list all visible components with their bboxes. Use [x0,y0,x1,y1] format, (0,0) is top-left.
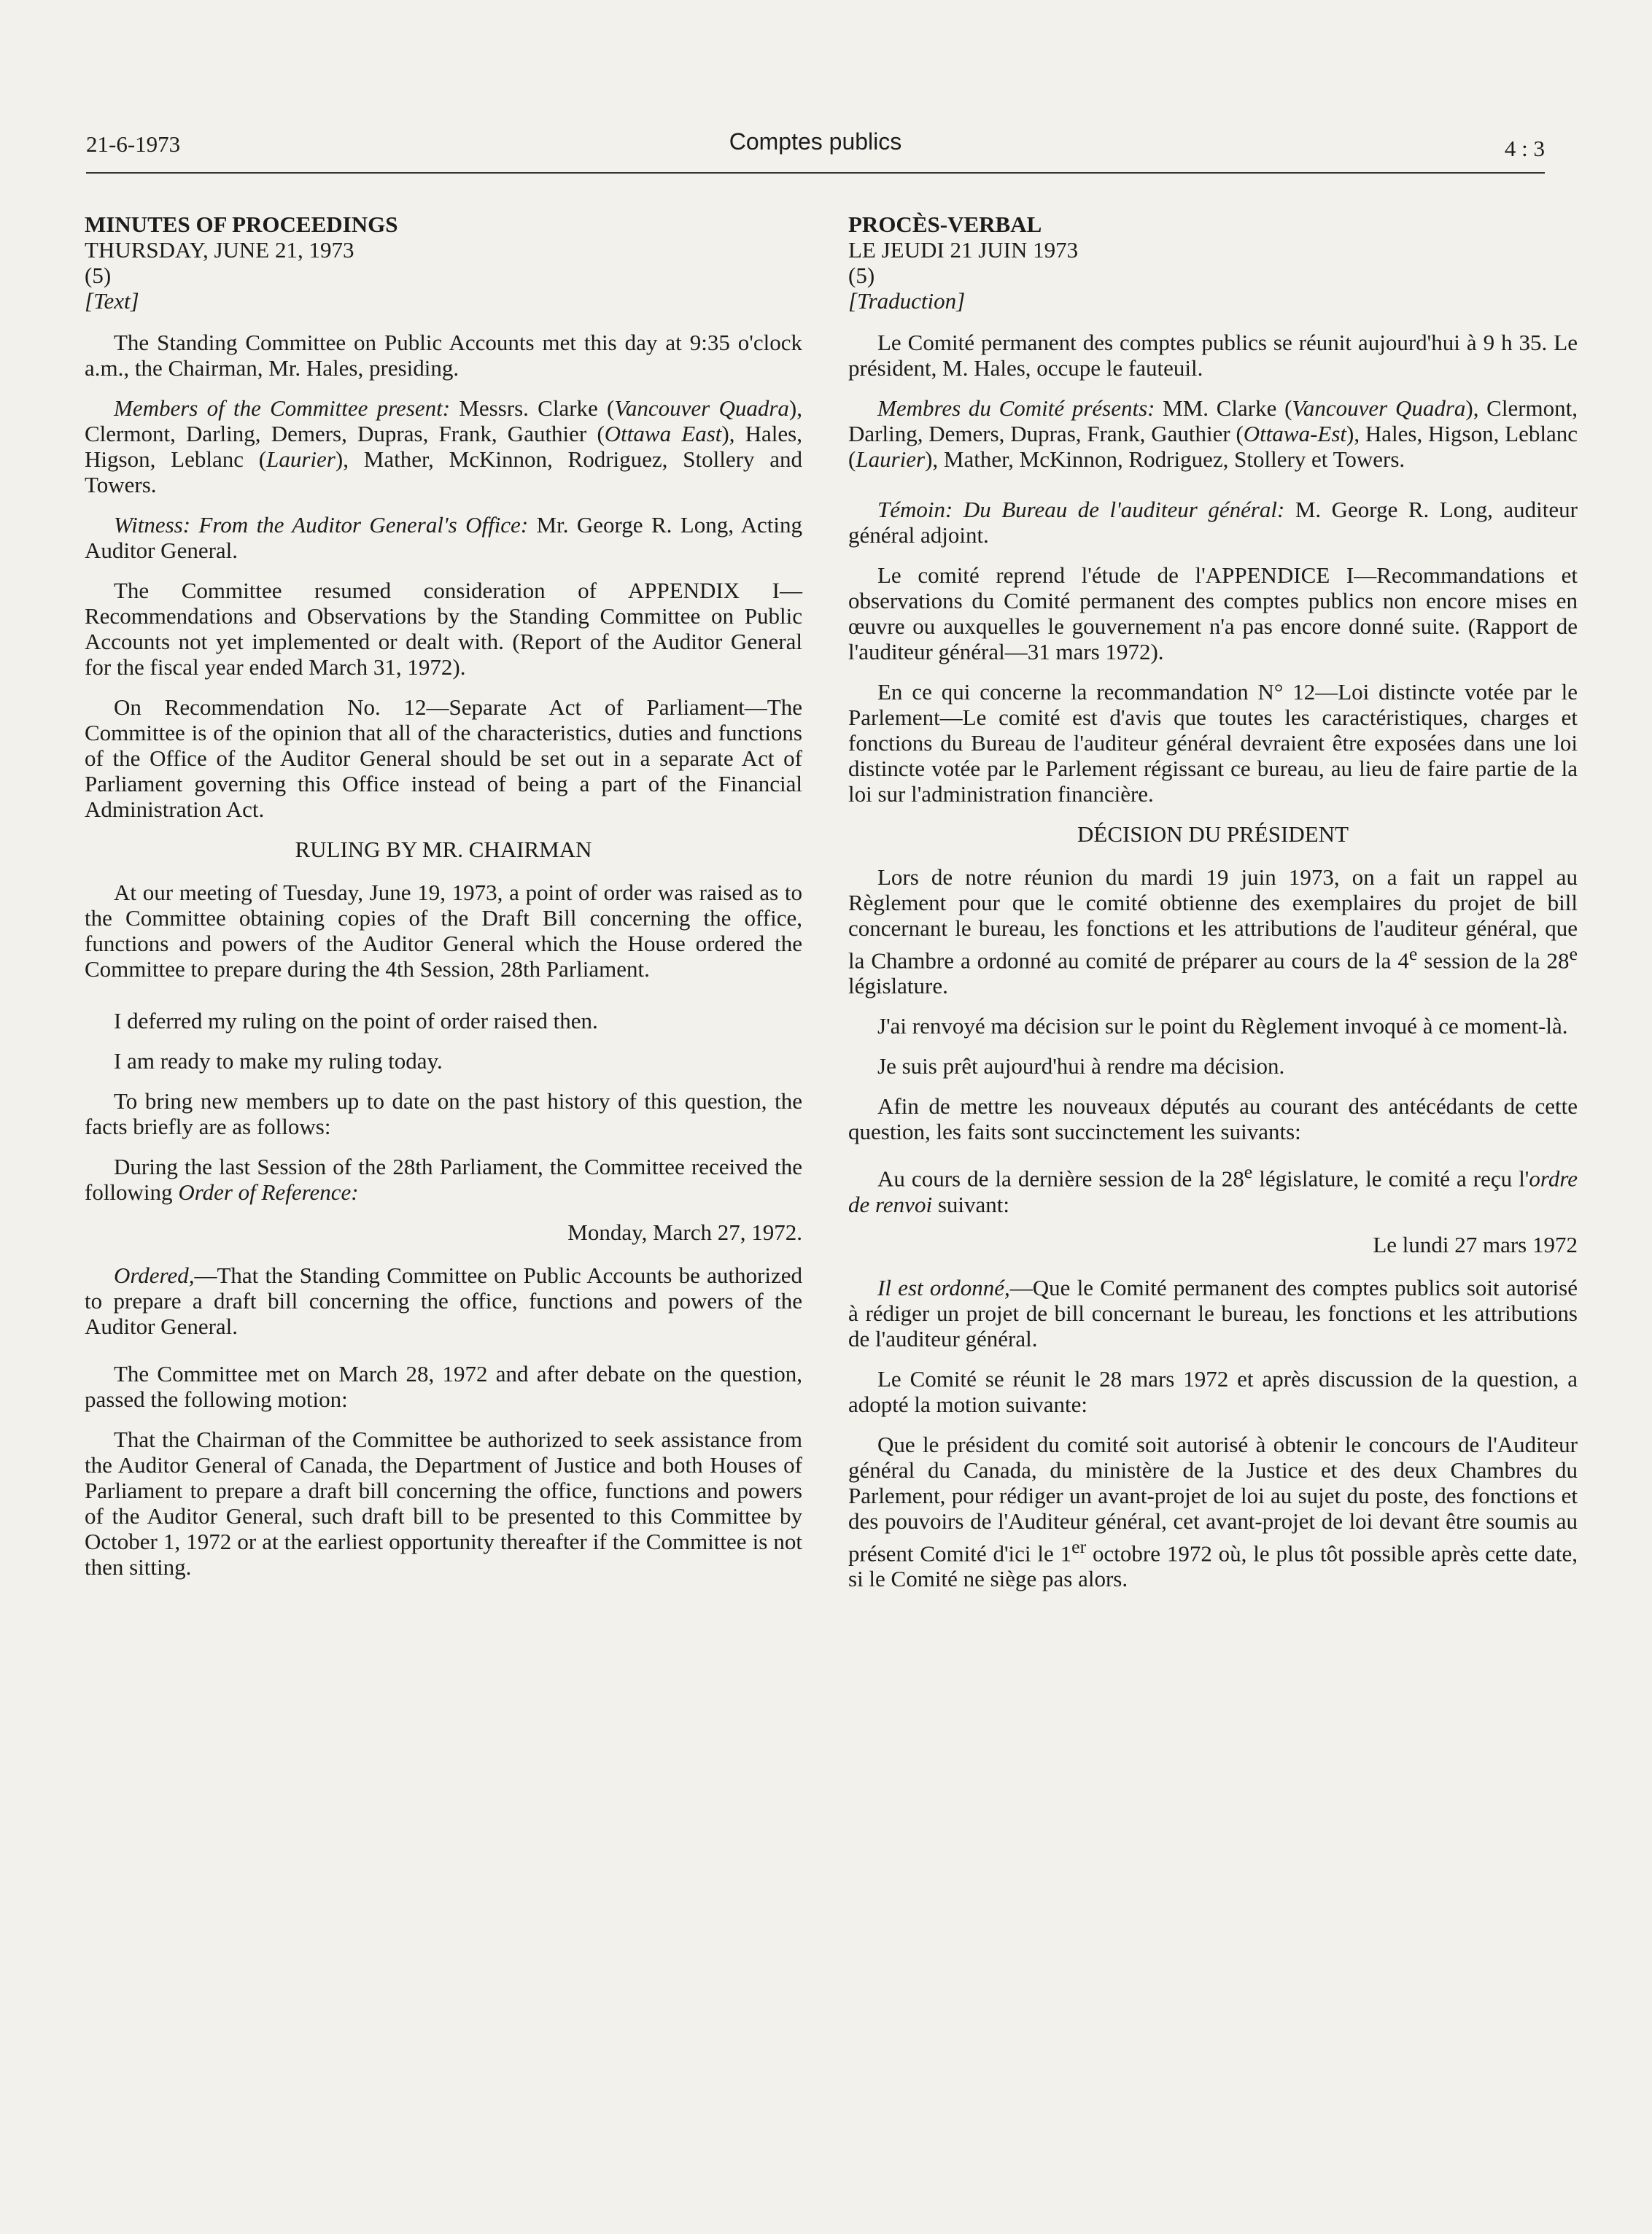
motion-intro-paragraph-fr: Le Comité se réunit le 28 mars 1972 et après discussion de la question, a adopté la motion suivante: [848,1365,1578,1417]
order-date: Monday, March 27, 1972. [567,1219,802,1245]
ruling-paragraph-5-fr: Au cours de la dernière session de la 28e législature, le comité a reçu l'ordre de renvoi suivant: [848,1161,1578,1217]
ruling-paragraph-4: To bring new members up to date on the past history of this question, the facts briefly are as follows: [85,1088,802,1139]
minutes-heading: MINUTES OF PROCEEDINGS [85,212,398,237]
ruling-heading: RULING BY MR. CHAIRMAN [295,837,592,862]
meeting-date: THURSDAY, JUNE 21, 1973 [85,237,354,263]
motion-text: That the Chairman of the Committee be authorized to seek assistance from the Auditor General of Canada, the Department of Justice and both Houses of Parliament to prepare a draft bill concerning the office, functions and powers of the Auditor General, such draft bill to be presented to this Committee by October 1, 1972 or at the earliest opportunity thereafter if the Committee is not then sitting. [85,1427,802,1580]
meeting-number: (5) [85,263,112,288]
ruling-paragraph-2-fr: J'ai renvoyé ma décision sur le point du Règlement invoqué à ce moment-là. [877,1013,1568,1039]
order-date-fr: Le lundi 27 mars 1972 [1373,1231,1578,1257]
recommendation-paragraph-fr: En ce qui concerne la recommandation N° 12—Loi distincte votée par le Parlement—Le comité est d'avis que toutes les caractéristiques, charges et fonctions du Bureau de l'auditeur général devraient être exposées dans une loi distincte votée par le Parlement régissant ce bureau, au lieu de faire partie de la loi sur l'administration financière. [848,679,1578,807]
french-column [848,212,1578,1591]
traduction-tag: [Traduction] [848,288,966,314]
witness-paragraph: Witness: From the Auditor General's Office: Mr. George R. Long, Acting Auditor General. [85,512,803,563]
order-paragraph: Ordered,—That the Standing Committee on Public Accounts be authorized to prepare a draft bill concerning the office, functions and powers of the Auditor General. [85,1263,802,1339]
header-page-number: 4 : 3 [1504,136,1545,161]
witness-paragraph-fr: Témoin: Du Bureau de l'auditeur général: M. George R. Long, auditeur général adjoint. [848,497,1578,548]
ruling-paragraph-5: During the last Session of the 28th Parliament, the Committee received the following Order of Reference: [85,1154,802,1205]
members-paragraph: Members of the Committee present: Messrs. Clarke (Vancouver Quadra), Clermont, Darling, Demers, Dupras, Frank, Gauthier (Ottawa East), Hales, Higson, Leblanc (Laurier), Mather, McKinnon, Rodriguez, Stollery and Towers. [85,395,802,497]
recommendation-paragraph: On Recommendation No. 12—Separate Act of Parliament—The Committee is of the opinion that all of the characteristics, duties and functions of the Office of the Auditor General should be set out in a separate Act of Parliament governing this Office instead of being a part of the Financial Administration Act. [85,694,802,822]
ruling-paragraph-1: At our meeting of Tuesday, June 19, 1973, a point of order was raised as to the Committee obtaining copies of the Draft Bill concerning the office, functions and powers of the Auditor General which the House ordered the Committee to prepare during the 4th Session, 28th Parliament. [85,880,802,982]
text-tag: [Text] [85,288,139,314]
appendix-paragraph-fr: Le comité reprend l'étude de l'APPENDICE I—Recommandations et observations du Comité permanent des comptes publics non encore mises en œuvre ou auxquelles le gouvernement n'a pas encore donné suite. (Rapport de l'auditeur général—31 mars 1972). [848,562,1578,664]
ruling-heading-fr: DÉCISION DU PRÉSIDENT [1077,821,1349,847]
ruling-paragraph-3-fr: Je suis prêt aujourd'hui à rendre ma décision. [877,1053,1285,1079]
motion-text-fr: Que le président du comité soit autorisé à obtenir le concours de l'Auditeur général du Canada, du ministère de la Justice et des deux Chambres du Parlement, pour rédiger un avant-projet de loi au sujet du poste, des fonctions et des pouvoirs de l'Auditeur général, cet avant-projet de loi devant être soumis au présent Comité d'ici le 1er octobre 1972 où, le plus tôt possible après cette date, si le Comité ne siège pas alors. [848,1431,1578,1591]
header-title: Comptes publics [729,128,902,155]
order-paragraph-fr: Il est ordonné,—Que le Comité permanent des comptes publics soit autorisé à rédiger un projet de bill concernant le bureau, les fonctions et les attributions de l'auditeur général. [848,1274,1578,1351]
ruling-paragraph-3: I am ready to make my ruling today. [114,1048,443,1074]
english-column [85,212,802,1580]
ruling-paragraph-4-fr: Afin de mettre les nouveaux députés au courant des antécédants de cette question, les faits sont succinctement les suivants: [848,1093,1578,1145]
meeting-number-fr: (5) [848,263,875,288]
opening-paragraph: The Standing Committee on Public Accounts met this day at 9:35 o'clock a.m., the Chairman, Mr. Hales, presiding. [85,330,802,381]
meeting-date-fr: LE JEUDI 21 JUIN 1973 [848,237,1079,263]
members-paragraph-fr: Membres du Comité présents: MM. Clarke (Vancouver Quadra), Clermont, Darling, Demers, Dupras, Frank, Gauthier (Ottawa-Est), Hales, Higson, Leblanc (Laurier), Mather, McKinnon, Rodriguez, Stollery et Towers. [848,395,1578,472]
proces-verbal-heading: PROCÈS-VERBAL [848,212,1042,237]
page-header [86,128,1545,174]
opening-paragraph-fr: Le Comité permanent des comptes publics se réunit aujourd'hui à 9 h 35. Le président, M. Hales, occupe le fauteuil. [848,330,1578,381]
motion-intro-paragraph: The Committee met on March 28, 1972 and after debate on the question, passed the following motion: [85,1361,802,1412]
ruling-paragraph-2: I deferred my ruling on the point of order raised then. [114,1008,598,1033]
ruling-paragraph-1-fr: Lors de notre réunion du mardi 19 juin 1973, on a fait un rappel au Règlement pour que le comité obtienne des exemplaires du projet de bill concernant le bureau, les fonctions et les attributions de l'auditeur général, que la Chambre a ordonné au comité de préparer au cours de la 4e session de la 28e législature. [848,864,1578,999]
appendix-paragraph: The Committee resumed consideration of APPENDIX I—Recommendations and Observations by the Standing Committee on Public Accounts not yet implemented or dealt with. (Report of the Auditor General for the fiscal year ended March 31, 1972). [85,578,802,680]
header-date: 21-6-1973 [86,131,181,157]
